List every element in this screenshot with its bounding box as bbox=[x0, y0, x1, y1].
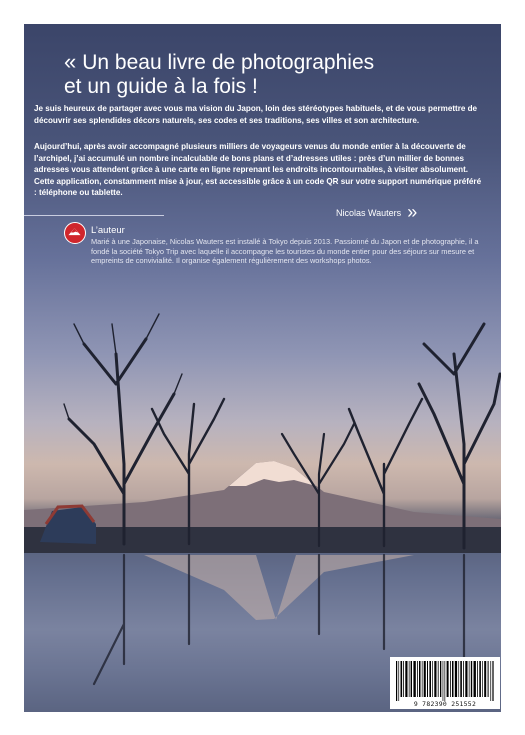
divider bbox=[24, 215, 164, 216]
close-quote-mark: » bbox=[407, 202, 418, 222]
intro-paragraph: Je suis heureux de partager avec vous ma vision du Japon, loin des stéréotypes habituels, et de vous permettre de découvrir ses splendides décors naturels, ses codes et ses traditions, ses villes et son architecture. bbox=[34, 104, 478, 125]
headline-line-1: Un beau livre de photographies bbox=[82, 51, 375, 74]
signature bbox=[336, 202, 486, 222]
author-heading: L’auteur bbox=[91, 225, 125, 236]
back-cover bbox=[24, 24, 501, 712]
isbn-barcode bbox=[390, 657, 500, 709]
mount-fuji-photo bbox=[24, 24, 501, 712]
barcode-bars bbox=[390, 659, 500, 703]
headline-quote bbox=[64, 50, 484, 99]
open-quote-mark: « bbox=[64, 49, 77, 74]
description-paragraph: Aujourd’hui, après avoir accompagné plusieurs milliers de voyageurs venus du monde entier à la découverte de l’archipel, j’ai accumulé un nombre incalculable de bons plans et d’adresses utiles : près d’un millier de bonnes adresses vous attendent grâce à une carte en ligne reprenant les endroits incontournables, à visiter absolument. Cette application, constamment mise à jour, est accessible grâce à un code QR sur votre support numérique préféré : téléphone ou tablette. bbox=[34, 142, 482, 198]
isbn-number: 9 782390 251552 bbox=[413, 700, 477, 708]
headline-line-2: et un guide à la fois ! bbox=[64, 75, 258, 98]
author-name: Nicolas Wauters bbox=[336, 208, 402, 218]
author-bio: Marié à une Japonaise, Nicolas Wauters est installé à Tokyo depuis 2013. Passionné du Japon et de photographie, il a fondé la société Tokyo Trip avec laquelle il accompagne les touristes du monde entier pour des séjours sur mesure et empreints de convivialité. Il organise également régulièrement des workshops photos. bbox=[91, 237, 479, 266]
mountain-logo-icon bbox=[64, 222, 86, 244]
